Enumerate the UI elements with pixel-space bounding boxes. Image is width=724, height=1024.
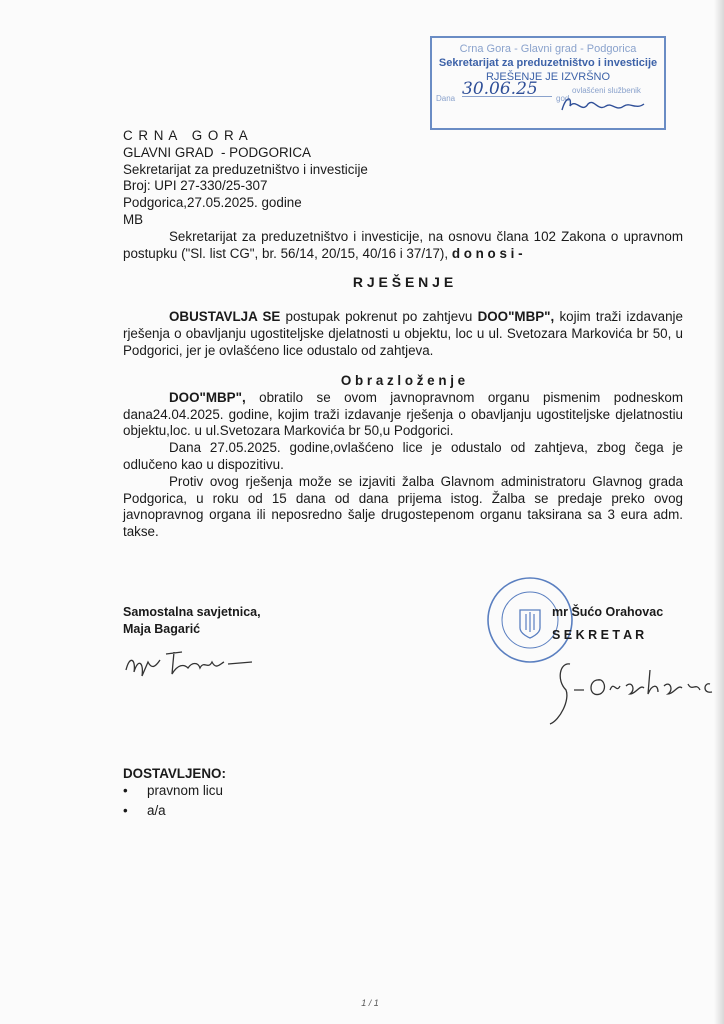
stamp-line-2: Sekretarijat za preduzetništvo i investicije (438, 57, 658, 69)
enforceability-stamp (430, 36, 666, 130)
left-signatory (123, 604, 261, 638)
dispositive (123, 309, 687, 359)
delivery-item: • a/a (123, 802, 166, 818)
preamble-text: Sekretarijat za preduzetništvo i investicije, na osnovu člana 102 Zakona o upravnom postupku ("Sl. list CG", br. 56/14, 20/15, 40/16 i 37/17), (123, 228, 683, 261)
left-signatory-title: Samostalna savjetnica, (123, 605, 261, 619)
header-place-date: Podgorica,27.05.2025. godine (123, 195, 302, 211)
stamp-official-label: ovlašćeni službenik (572, 86, 641, 95)
reasoning-paragraph-3: Protiv ovog rješenja može se izjaviti žalba Glavnom administratoru Glavnog grada Podgorica, u roku od 15 dana od dana prijema istog. Žalba se predaje preko ovog javnopravnog organa ili neposredno šalje drugostepenom organu taksirana sa 3 eura adm. takse. (123, 473, 683, 540)
left-signatory-name: Maja Bagarić (123, 621, 201, 636)
reasoning-title: O b r a z l o ž e n j e (340, 373, 466, 388)
delivery-item: • pravnom licu (123, 782, 223, 798)
reasoning-p1-bold: DOO"MBP", (169, 389, 246, 405)
right-signatory (552, 604, 663, 644)
right-handwritten-signature (540, 650, 724, 740)
decision-title: R J E Š E N J E (352, 274, 454, 290)
delivery-item-text: pravnom licu (147, 782, 223, 798)
header-country: C R N A G O R A (123, 128, 249, 143)
reasoning-p1-text: obratilo se ovom javnopravnom organu pismenim podneskom dana24.04.2025. godine, kojim traži izdavanje rješenja o obavljanju ugostiteljske djelatnostiu objektu,loc. u ul.Svetozara Markovića br 50,u Podgorici. (123, 389, 687, 439)
page-number: 1 / 1 (361, 998, 379, 1008)
stamp-date: 30.06.25 (462, 82, 552, 97)
reasoning-paragraph-2: Dana 27.05.2025. godine,ovlašćeno lice je odustalo od zahtjeva, zbog čega je odlučeno kao u dispozitivu. (123, 440, 683, 472)
left-handwritten-signature (120, 640, 270, 690)
official-signature (558, 92, 648, 116)
right-signatory-name: mr Šućo Orahovac (552, 605, 664, 619)
delivery-item-text: a/a (147, 802, 166, 818)
stamp-god-label: god. (556, 94, 572, 103)
document-header (123, 128, 683, 262)
header-department: Sekretarijat za preduzetništvo i investicije (123, 161, 368, 177)
header-number: Broj: UPI 27-330/25-307 (123, 178, 268, 194)
stamp-line-3: RJEŠENJE JE IZVRŠNO (485, 71, 611, 83)
stamp-dana-label: Dana (436, 94, 456, 103)
header-initials: MB (123, 211, 144, 227)
stamp-line-1: Crna Gora - Glavni grad - Podgorica (459, 43, 637, 55)
delivery-title: DOSTAVLJENO: (123, 766, 226, 781)
scan-edge-shadow (714, 0, 724, 1024)
dispositive-bold-1: OBUSTAVLJA SE (169, 309, 281, 324)
reasoning-section (123, 373, 687, 541)
preamble (123, 229, 683, 263)
dispositive-text-1: postupak pokrenut po zahtjevu (280, 309, 478, 324)
right-signatory-title: S E K R E T A R (552, 627, 645, 642)
reasoning-paragraph-1 (123, 389, 687, 440)
delivery-section (123, 766, 226, 819)
header-city: GLAVNI GRAD - PODGORICA (123, 144, 311, 160)
preamble-emphasis: d o n o s i - (451, 245, 523, 261)
dispositive-text-2: kojim traži izdavanje rješenja o obavljanju ugostiteljske djelatnosti u objektu, loc u ul. Svetozara Markovića br 50, u Podgorici, jer je ovlašćeno lice odustalo od zahtjeva. (123, 309, 687, 358)
dispositive-bold-2: DOO"MBP", (477, 309, 555, 324)
